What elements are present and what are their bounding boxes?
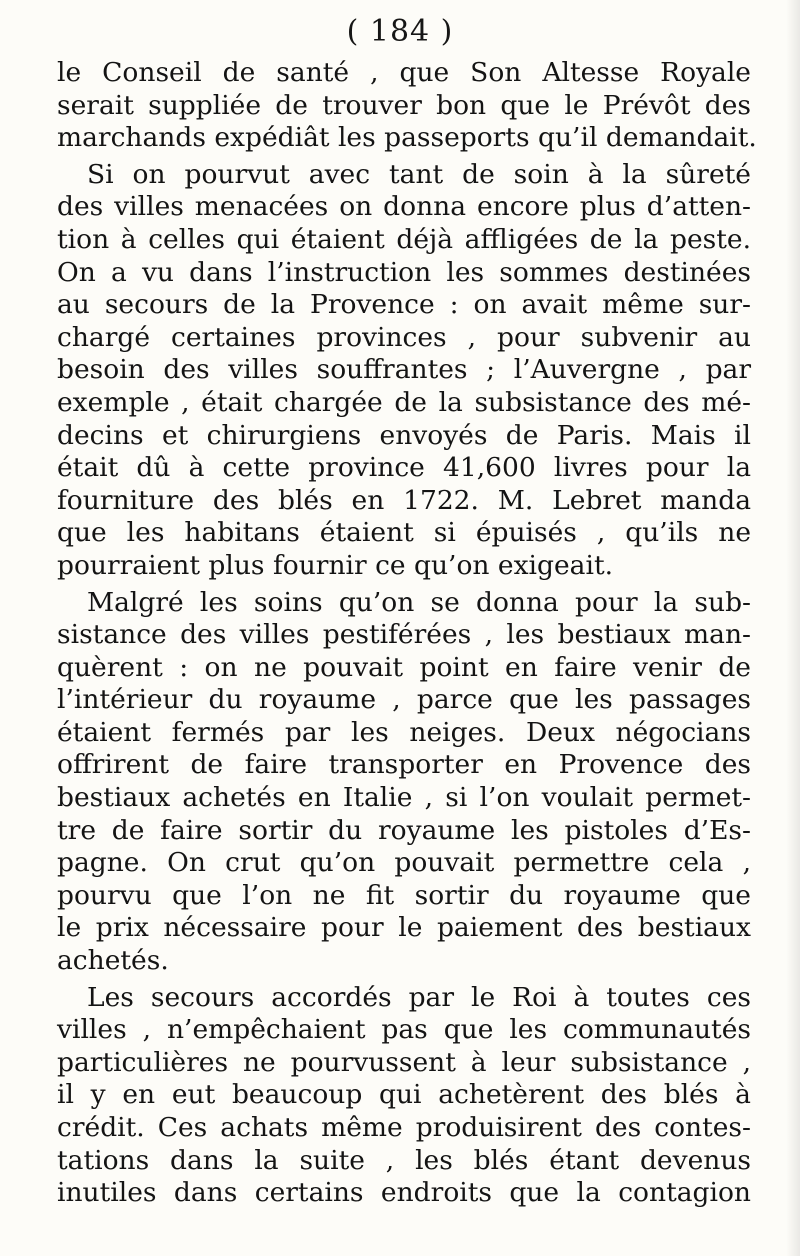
text-line: crédit. Ces achats même produisirent des contes- xyxy=(57,1112,751,1143)
text-line: On a vu dans l’instruction les sommes destinées xyxy=(57,256,751,288)
text-line: quèrent : on ne pouvait point en faire venir de xyxy=(57,651,751,683)
paragraph xyxy=(57,587,751,978)
text-line: que les habitans étaient si épuisés , qu’ils ne xyxy=(57,517,751,549)
paragraph xyxy=(57,982,751,1210)
text-line: sistance des villes pestiférées , les bestiaux man- xyxy=(57,619,751,651)
text-line: des villes menacées on donna encore plus d’atten- xyxy=(57,191,751,223)
text-line: offrirent de faire transporter en Provence des xyxy=(57,749,751,781)
text-line: inutiles dans certains endroits que la contagion xyxy=(57,1177,751,1209)
page-number: ( 184 ) xyxy=(346,14,454,49)
text-line: Les secours accordés par le Roi à toutes ces xyxy=(87,981,751,1013)
text-line: tion à celles qui étaient déjà affligées de la peste. xyxy=(57,223,751,255)
text-line: Si on pourvut avec tant de soin à la sûreté xyxy=(87,158,751,190)
text-line: exemple , était chargée de la subsistance des mé- xyxy=(57,386,751,418)
text-line: besoin des villes souffrantes ; l’Auvergne , par xyxy=(57,354,751,386)
text-line: pourvu que l’on ne fit sortir du royaume que xyxy=(57,879,751,911)
text-line: tations dans la suite , les blés étant devenus xyxy=(57,1144,751,1176)
paragraph xyxy=(57,57,757,155)
text-line: serait suppliée de trouver bon que le Prévôt des xyxy=(57,89,751,121)
text-line: le prix nécessaire pour le paiement des bestiaux xyxy=(57,912,751,944)
text-line: bestiaux achetés en Italie , si l’on voulait permet- xyxy=(57,782,751,814)
text-line: l’intérieur du royaume , parce que les passages xyxy=(57,684,751,716)
text-line: étaient fermés par les neiges. Deux négocians xyxy=(57,716,751,748)
text-line: était dû à cette province 41,600 livres pour la xyxy=(57,452,751,484)
text-line: le Conseil de santé , que Son Altesse Royale xyxy=(57,57,751,88)
text-line: decins et chirurgiens envoyés de Paris. Mais il xyxy=(57,419,751,451)
text-line: marchands expédiât les passeports qu’il demandait. xyxy=(57,122,757,154)
text-line: Malgré les soins qu’on se donna pour la sub- xyxy=(87,586,751,618)
page-body-text xyxy=(57,57,757,1210)
text-line: achetés. xyxy=(57,945,169,977)
text-line: au secours de la Provence : on avait même sur- xyxy=(57,289,751,321)
text-line: chargé certaines provinces , pour subvenir au xyxy=(57,321,751,353)
page-edge-shadow xyxy=(786,0,800,1256)
text-line: fourniture des blés en 1722. M. Lebret manda xyxy=(57,484,751,516)
text-line: pagne. On crut qu’on pouvait permettre cela , xyxy=(57,847,751,879)
text-line: tre de faire sortir du royaume les pistoles d’Es- xyxy=(57,814,751,846)
text-line: villes , n’empêchaient pas que les communautés xyxy=(57,1014,751,1046)
text-line: il y en eut beaucoup qui achetèrent des blés à xyxy=(57,1079,751,1111)
paragraph xyxy=(57,159,751,583)
text-line: particulières ne pourvussent à leur subsistance , xyxy=(57,1046,751,1078)
text-line: pourraient plus fournir ce qu’on exigeait. xyxy=(57,549,614,581)
